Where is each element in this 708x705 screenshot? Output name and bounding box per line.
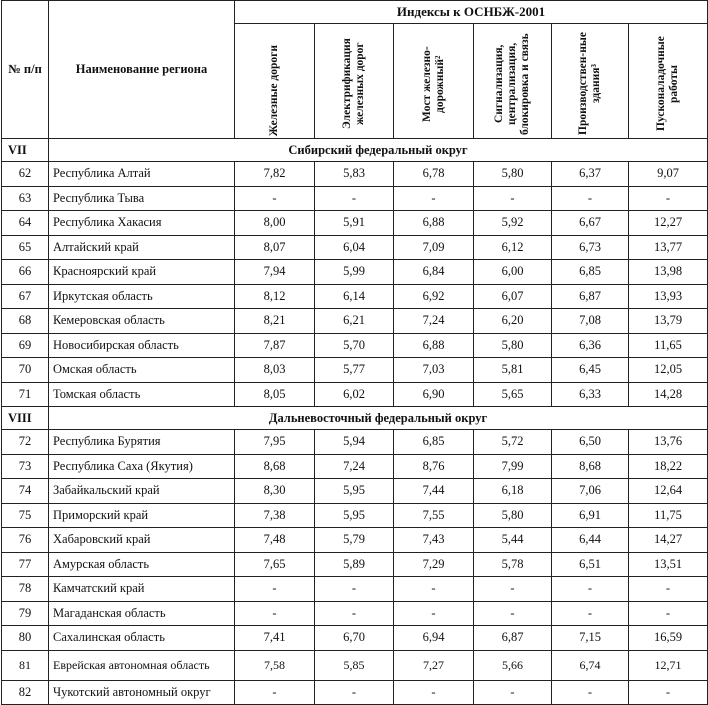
row-number: 75 xyxy=(2,503,49,528)
index-value: - xyxy=(235,680,315,705)
index-value: 6,07 xyxy=(474,284,552,309)
table-row xyxy=(2,358,708,383)
index-value: 11,75 xyxy=(629,503,708,528)
region-name: Кемеровская область xyxy=(49,309,235,334)
index-value: 6,74 xyxy=(552,650,629,680)
index-value: 8,00 xyxy=(235,211,315,236)
index-value: 8,21 xyxy=(235,309,315,334)
index-value: - xyxy=(474,680,552,705)
index-value: 5,99 xyxy=(315,260,394,285)
index-value: 6,12 xyxy=(474,235,552,260)
region-name-header: Наименование региона xyxy=(49,1,235,139)
region-name: Иркутская область xyxy=(49,284,235,309)
index-value: - xyxy=(552,186,629,211)
table-row xyxy=(2,162,708,187)
row-number: 62 xyxy=(2,162,49,187)
region-name: Новосибирская область xyxy=(49,333,235,358)
index-value: 8,68 xyxy=(552,454,629,479)
table-row xyxy=(2,430,708,455)
column-header: Производствен-ные здания³ xyxy=(552,24,629,139)
index-value: 7,38 xyxy=(235,503,315,528)
region-name: Республика Саха (Якутия) xyxy=(49,454,235,479)
index-value: 7,41 xyxy=(235,626,315,651)
row-number: 79 xyxy=(2,601,49,626)
index-value: - xyxy=(315,601,394,626)
index-value: 5,95 xyxy=(315,479,394,504)
index-value: 6,51 xyxy=(552,552,629,577)
region-name: Красноярский край xyxy=(49,260,235,285)
table-row xyxy=(2,309,708,334)
row-number: 78 xyxy=(2,577,49,602)
index-value: 5,66 xyxy=(474,650,552,680)
index-value: 12,71 xyxy=(629,650,708,680)
index-value: 6,94 xyxy=(394,626,474,651)
index-value: 7,95 xyxy=(235,430,315,455)
index-value: 13,98 xyxy=(629,260,708,285)
region-name: Томская область xyxy=(49,382,235,407)
column-header: Железные дороги xyxy=(235,24,315,139)
index-value: 5,83 xyxy=(315,162,394,187)
index-value: - xyxy=(235,601,315,626)
section-title: Сибирский федеральный округ xyxy=(49,139,708,162)
index-value: 6,00 xyxy=(474,260,552,285)
table-row xyxy=(2,680,708,705)
index-value: 6,36 xyxy=(552,333,629,358)
index-value: 7,87 xyxy=(235,333,315,358)
index-value: 7,58 xyxy=(235,650,315,680)
section-number: VIII xyxy=(2,407,49,430)
index-group-header: Индексы к ОСНБЖ-2001 xyxy=(235,1,708,24)
index-value: 6,85 xyxy=(552,260,629,285)
index-value: 7,65 xyxy=(235,552,315,577)
index-value: 6,70 xyxy=(315,626,394,651)
row-number: 70 xyxy=(2,358,49,383)
index-value: 6,92 xyxy=(394,284,474,309)
table-row xyxy=(2,235,708,260)
index-value: 6,87 xyxy=(552,284,629,309)
table-row xyxy=(2,528,708,553)
table-row xyxy=(2,479,708,504)
index-value: 12,05 xyxy=(629,358,708,383)
index-value: - xyxy=(474,601,552,626)
table-row xyxy=(2,382,708,407)
index-value: 5,94 xyxy=(315,430,394,455)
row-number: 77 xyxy=(2,552,49,577)
index-value: 6,78 xyxy=(394,162,474,187)
index-value: 5,85 xyxy=(315,650,394,680)
index-value: 7,24 xyxy=(315,454,394,479)
region-name: Сахалинская область xyxy=(49,626,235,651)
index-value: - xyxy=(394,680,474,705)
row-number: 66 xyxy=(2,260,49,285)
row-number: 64 xyxy=(2,211,49,236)
row-number: 81 xyxy=(2,650,49,680)
index-value: 7,55 xyxy=(394,503,474,528)
index-value: 5,92 xyxy=(474,211,552,236)
index-value: - xyxy=(394,601,474,626)
column-header: Электрификация железных дорог xyxy=(315,24,394,139)
column-header: Мост железно-дорожный² xyxy=(394,24,474,139)
index-value: - xyxy=(315,577,394,602)
index-value: 6,02 xyxy=(315,382,394,407)
region-name: Еврейская автономная область xyxy=(49,650,235,680)
index-value: 6,37 xyxy=(552,162,629,187)
index-value: 5,78 xyxy=(474,552,552,577)
table-row xyxy=(2,333,708,358)
region-name: Амурская область xyxy=(49,552,235,577)
region-name: Забайкальский край xyxy=(49,479,235,504)
region-name: Алтайский край xyxy=(49,235,235,260)
region-name: Магаданская область xyxy=(49,601,235,626)
region-name: Республика Тыва xyxy=(49,186,235,211)
index-value: - xyxy=(552,680,629,705)
index-value: - xyxy=(552,577,629,602)
column-header: Пусконаладочные работы xyxy=(629,24,708,139)
index-value: 6,90 xyxy=(394,382,474,407)
row-number: 63 xyxy=(2,186,49,211)
row-number: 65 xyxy=(2,235,49,260)
index-value: 6,88 xyxy=(394,211,474,236)
column-header: Сигнализация, централизация, блокировка и связь xyxy=(474,24,552,139)
index-value: - xyxy=(629,577,708,602)
row-number: 67 xyxy=(2,284,49,309)
index-value: - xyxy=(235,186,315,211)
index-value: 16,59 xyxy=(629,626,708,651)
index-value: 7,27 xyxy=(394,650,474,680)
region-name: Хабаровский край xyxy=(49,528,235,553)
index-value: 14,27 xyxy=(629,528,708,553)
region-name: Приморский край xyxy=(49,503,235,528)
index-value: 8,05 xyxy=(235,382,315,407)
index-value: 8,68 xyxy=(235,454,315,479)
table-row xyxy=(2,186,708,211)
index-value: 13,51 xyxy=(629,552,708,577)
index-value: 8,07 xyxy=(235,235,315,260)
index-value: 6,04 xyxy=(315,235,394,260)
index-value: 5,80 xyxy=(474,503,552,528)
index-value: 5,95 xyxy=(315,503,394,528)
section-row xyxy=(2,139,708,162)
index-value: 7,82 xyxy=(235,162,315,187)
index-value: - xyxy=(552,601,629,626)
index-value: 6,44 xyxy=(552,528,629,553)
index-value: 13,79 xyxy=(629,309,708,334)
section-title: Дальневосточный федеральный округ xyxy=(49,407,708,430)
table-row xyxy=(2,454,708,479)
row-number: 76 xyxy=(2,528,49,553)
index-value: 7,15 xyxy=(552,626,629,651)
index-value: 6,33 xyxy=(552,382,629,407)
index-value: 8,03 xyxy=(235,358,315,383)
index-value: 12,27 xyxy=(629,211,708,236)
index-value: 5,72 xyxy=(474,430,552,455)
index-value: 6,50 xyxy=(552,430,629,455)
index-value: 7,94 xyxy=(235,260,315,285)
region-index-table xyxy=(1,0,708,705)
index-value: 8,30 xyxy=(235,479,315,504)
index-value: 5,91 xyxy=(315,211,394,236)
index-value: 18,22 xyxy=(629,454,708,479)
index-value: - xyxy=(474,186,552,211)
index-value: 11,65 xyxy=(629,333,708,358)
region-name: Чукотский автономный округ xyxy=(49,680,235,705)
index-value: 7,03 xyxy=(394,358,474,383)
row-number: 71 xyxy=(2,382,49,407)
index-value: 5,81 xyxy=(474,358,552,383)
table-row xyxy=(2,552,708,577)
index-value: 5,65 xyxy=(474,382,552,407)
index-value: 5,77 xyxy=(315,358,394,383)
index-value: 8,76 xyxy=(394,454,474,479)
index-value: 6,91 xyxy=(552,503,629,528)
index-value: 7,08 xyxy=(552,309,629,334)
index-value: 5,44 xyxy=(474,528,552,553)
index-value: - xyxy=(629,680,708,705)
index-value: 5,89 xyxy=(315,552,394,577)
index-value: 7,06 xyxy=(552,479,629,504)
table-row xyxy=(2,650,708,680)
section-number: VII xyxy=(2,139,49,162)
index-value: 12,64 xyxy=(629,479,708,504)
index-value: 6,45 xyxy=(552,358,629,383)
table-row xyxy=(2,503,708,528)
index-value: 7,43 xyxy=(394,528,474,553)
index-value: 13,77 xyxy=(629,235,708,260)
index-value: 7,99 xyxy=(474,454,552,479)
row-number: 72 xyxy=(2,430,49,455)
row-number: 69 xyxy=(2,333,49,358)
index-value: 7,48 xyxy=(235,528,315,553)
table-row xyxy=(2,211,708,236)
index-value: - xyxy=(235,577,315,602)
index-value: - xyxy=(315,186,394,211)
region-name: Омская область xyxy=(49,358,235,383)
index-value: 7,09 xyxy=(394,235,474,260)
index-value: 5,80 xyxy=(474,162,552,187)
table-row xyxy=(2,577,708,602)
index-value: 5,70 xyxy=(315,333,394,358)
index-value: 6,20 xyxy=(474,309,552,334)
index-value: 6,73 xyxy=(552,235,629,260)
row-number: 73 xyxy=(2,454,49,479)
index-value: 8,12 xyxy=(235,284,315,309)
index-value: 7,44 xyxy=(394,479,474,504)
index-value: - xyxy=(394,577,474,602)
index-value: 6,18 xyxy=(474,479,552,504)
index-value: - xyxy=(629,601,708,626)
table-row xyxy=(2,284,708,309)
region-name: Республика Алтай xyxy=(49,162,235,187)
index-value: 7,29 xyxy=(394,552,474,577)
index-value: 7,24 xyxy=(394,309,474,334)
index-value: 6,14 xyxy=(315,284,394,309)
index-value: 6,21 xyxy=(315,309,394,334)
index-value: 14,28 xyxy=(629,382,708,407)
row-number: 74 xyxy=(2,479,49,504)
index-value: 13,76 xyxy=(629,430,708,455)
index-value: 6,85 xyxy=(394,430,474,455)
row-number: 80 xyxy=(2,626,49,651)
table-row xyxy=(2,626,708,651)
index-value: - xyxy=(315,680,394,705)
table-body xyxy=(2,139,708,705)
table-row xyxy=(2,260,708,285)
index-value: 5,80 xyxy=(474,333,552,358)
index-value: 6,87 xyxy=(474,626,552,651)
row-number: 68 xyxy=(2,309,49,334)
region-name: Республика Хакасия xyxy=(49,211,235,236)
index-value: 5,79 xyxy=(315,528,394,553)
row-number: 82 xyxy=(2,680,49,705)
index-value: 9,07 xyxy=(629,162,708,187)
index-value: - xyxy=(474,577,552,602)
index-value: - xyxy=(394,186,474,211)
index-value: 6,88 xyxy=(394,333,474,358)
index-value: 6,84 xyxy=(394,260,474,285)
index-value: 6,67 xyxy=(552,211,629,236)
num-header: № п/п xyxy=(2,1,49,139)
region-name: Республика Бурятия xyxy=(49,430,235,455)
table-row xyxy=(2,601,708,626)
region-name: Камчатский край xyxy=(49,577,235,602)
section-row xyxy=(2,407,708,430)
index-value: 13,93 xyxy=(629,284,708,309)
index-value: - xyxy=(629,186,708,211)
